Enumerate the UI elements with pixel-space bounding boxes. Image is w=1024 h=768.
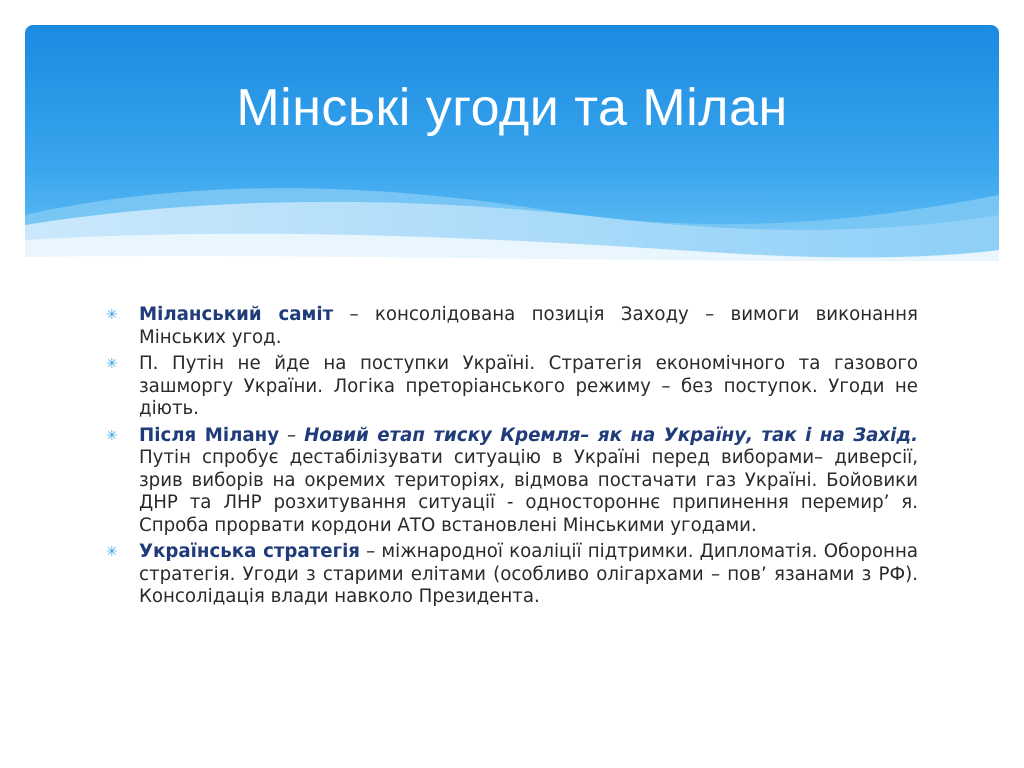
item-separator: – xyxy=(279,424,305,446)
list-item xyxy=(106,304,918,349)
bullet-list xyxy=(106,304,918,613)
item-text: – консолідована позиція Заходу – вимоги виконання Мінських угод. xyxy=(139,304,918,348)
item-lead: Міланський саміт xyxy=(139,304,334,325)
wave-decoration xyxy=(25,25,999,265)
asterisk-bullet-icon: ✳ xyxy=(106,427,118,444)
list-item xyxy=(106,353,918,421)
slide-title: Мінські угоди та Мілан xyxy=(236,79,788,137)
asterisk-bullet-icon: ✳ xyxy=(106,356,118,372)
asterisk-bullet-icon: ✳ xyxy=(106,544,118,560)
item-text: П. Путін не йде на поступки Україні. Стратегія економічного та газового зашморгу України. Логіка преторіанського режиму – без поступок. Угоди не діють. xyxy=(139,353,918,419)
item-emphasis: Новий етап тиску Кремля– як на Україну, так і на Захід. xyxy=(304,424,918,446)
title-banner xyxy=(25,25,999,265)
asterisk-bullet-icon: ✳ xyxy=(106,307,118,323)
item-text: – міжнародної коаліції підтримки. Дипломатія. Оборонна стратегія. Угоди з старими елітами (особливо олігархами – пов’ язанами з РФ). Консолідація влади навколо Президента. xyxy=(139,541,918,607)
item-text: Путін спробує дестабілізувати ситуацію в Україні перед виборами– диверсії, зрив виборів на окремих територіях, відмова постачати газ Україні. Бойовики ДНР та ЛНР розхитування ситуації - одностороннє припинення перемир’ я. Спроба прорвати кордони АТО встановлені Мінськими угодами. xyxy=(139,447,918,536)
list-item xyxy=(106,541,918,609)
item-lead: Українська стратегія xyxy=(139,541,360,562)
item-lead: Після Мілану xyxy=(139,424,280,446)
list-item xyxy=(106,425,918,538)
